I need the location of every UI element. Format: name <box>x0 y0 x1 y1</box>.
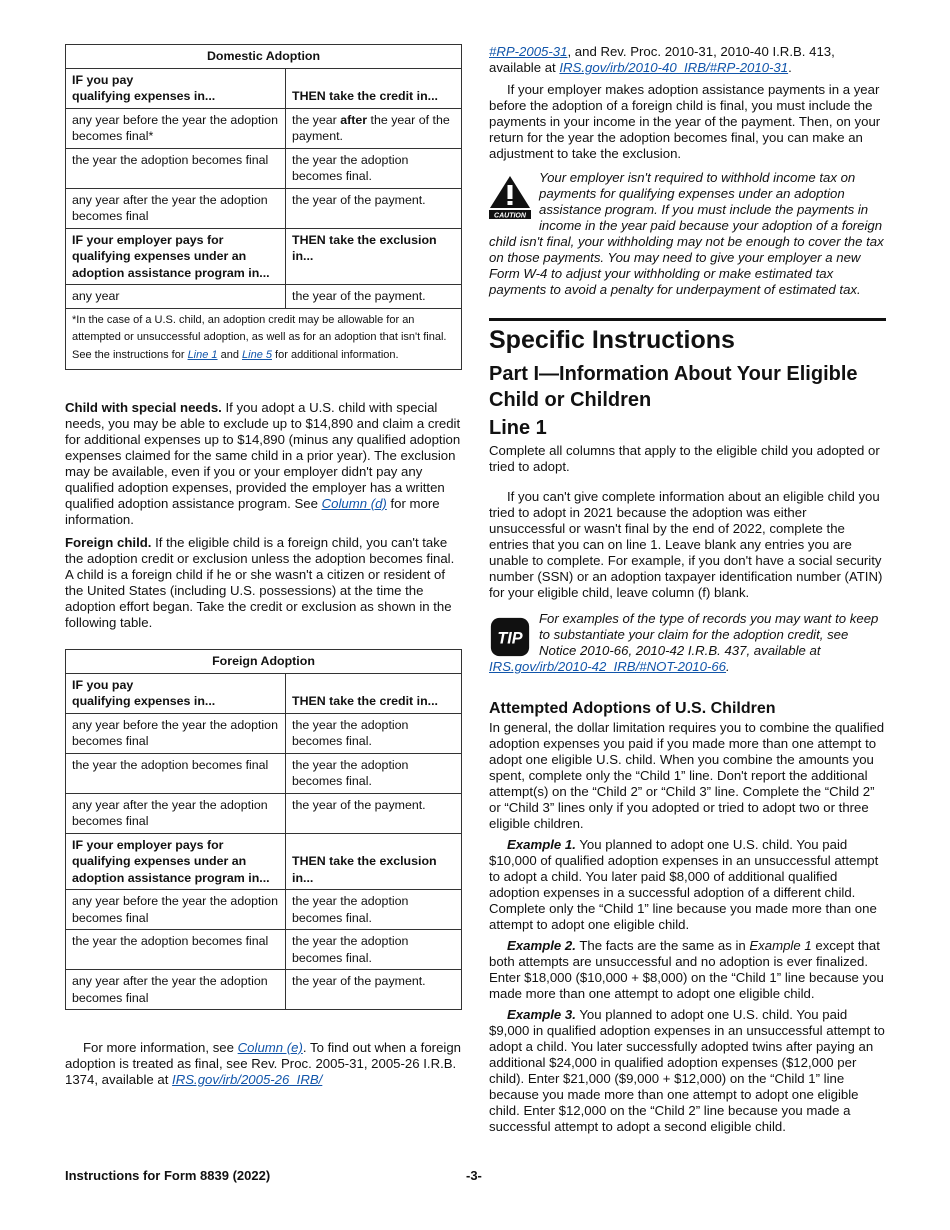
attempted-adoptions-heading: Attempted Adoptions of U.S. Children <box>489 700 776 717</box>
caution-icon <box>489 174 531 220</box>
table-row: any year before the year the adoption becomes final the year the adoption becomes final. <box>66 890 462 930</box>
more-info-paragraph: For more information, see Column (e). To find out when a foreign adoption is treated as final, see Rev. Proc. 2005-31, 2005-26 I.R.B. 1374, available at IRS.gov/irb/2005-26_IRB/ <box>65 1040 462 1087</box>
caution-note: CAUTION Your employer isn't required to withhold income tax on payments for qualifying expenses under an adoption assistance program. If you must include the payments in income in the year paid because your adoption of a foreign child isn't final, your withholding may not be enough to cover the tax on those payments. You may need to give your employer a new Form W-4 to adjust your withholding or make estimated tax payments to avoid a penalty for underpayment of estimated tax. <box>489 170 884 297</box>
tip-icon <box>489 615 531 659</box>
table-header-cell: IF your employer pays for qualifying expenses under an adoption assistance program in... <box>66 228 286 285</box>
line-5-link[interactable]: Line 5 <box>242 348 272 361</box>
tip-note: TIP For examples of the type of records you may want to keep to substantiate your claim for the adoption credit, see Notice 2010-66, 2010-42 I.R.B. 437, available at IRS.gov/irb/2010-42_IRB/#NOT-2010-66. <box>489 611 879 674</box>
example-1: Example 1. You planned to adopt one U.S. child. You paid $10,000 of qualified adoption expenses in an unsuccessful attempt to adopt a child. You later paid $8,000 of additional qualified adoption expenses in a successful adoption of a different child. Complete only the “Child 1” line because you made more than one attempt to adopt one eligible child. <box>489 837 879 932</box>
irb-2005-26-link[interactable]: IRS.gov/irb/2005-26_IRB/ <box>172 1072 323 1087</box>
foreign-adoption-table <box>65 649 462 1010</box>
table-row: the year the adoption becomes final the year the adoption becomes final. <box>66 753 462 793</box>
table-header-cell: THEN take the exclusion in... <box>286 228 462 285</box>
section-title: Specific Instructions <box>489 326 735 354</box>
part-title: Part I—Information About Your Eligible Child or Children <box>489 363 858 411</box>
svg-text:TIP: TIP <box>497 629 523 648</box>
domestic-adoption-table <box>65 44 462 370</box>
line-1-heading: Line 1 <box>489 417 547 439</box>
table-row: the year the adoption becomes final the year the adoption becomes final. <box>66 930 462 970</box>
irb-2010-40-link[interactable]: IRS.gov/irb/2010-40_IRB/#RP-2010-31 <box>559 60 789 75</box>
line-1-intro: Complete all columns that apply to the eligible child you adopted or tried to adopt. <box>489 443 880 474</box>
example-2: Example 2. The facts are the same as in Example 1 except that both attempts are unsuccessful and no adoption is ever finalized. Enter $18,000 ($10,000 + $8,000) on the “Child 1” line because you made more than one attempt to adopt one eligible child. <box>489 938 884 1001</box>
column-d-link[interactable]: Column (d) <box>321 496 387 511</box>
table-header-cell: THEN take the credit in... <box>286 673 462 713</box>
left-column <box>65 40 462 1088</box>
special-needs-paragraph: Child with special needs. If you adopt a U.S. child with special needs, you may be able to exclude up to $14,890 and claim a credit for additional expenses up to $14,890 (minus any qualified adoption expenses claimed for the same child in a prior year). The exclusion may be available, even if you or your employer didn't pay any qualified adoption expenses, provided the employer has a written qualified adoption assistance program. See Column (d) for more information. <box>65 400 461 527</box>
table-row: any year after the year the adoption becomes final the year of the payment. <box>66 970 462 1010</box>
line-1-detail: If you can't give complete information about an eligible child you tried to adopt in 2021 because the adoption was either unsuccessful or wasn't final by the end of 2022, complete the entries that you can on line 1. Leave blank any entries you are unable to complete. For example, if you don't have a social security number (SSN) or an adoption taxpayer identification number (ATIN) for your eligible child, leave column (f) blank. <box>489 489 883 600</box>
column-e-link[interactable]: Column (e) <box>237 1040 303 1055</box>
notice-2010-66-link[interactable]: IRS.gov/irb/2010-42_IRB/#NOT-2010-66 <box>489 659 727 674</box>
table-row: any year after the year the adoption becomes final the year of the payment. <box>66 188 462 228</box>
table-header-cell: IF you pay qualifying expenses in... <box>66 673 286 713</box>
table-header-cell: THEN take the credit in... <box>286 68 462 108</box>
employer-payments-paragraph: If your employer makes adoption assistance payments in a year before the adoption of a foreign child is final, you must include the payments in your income in the year of the payment. Then, on your return for the year the adoption becomes final, you can make an adjustment to take the exclusion. <box>489 82 881 161</box>
line-1-link[interactable]: Line 1 <box>187 348 218 361</box>
table-caption: Foreign Adoption <box>66 650 462 674</box>
table-row: the year the adoption becomes final the year the adoption becomes final. <box>66 148 462 188</box>
rev-proc-paragraph: #RP-2005-31, and Rev. Proc. 2010-31, 2010-40 I.R.B. 413, available at IRS.gov/irb/2010-40_IRB/#RP-2010-31. <box>489 44 835 75</box>
rp-2005-31-link[interactable]: #RP-2005-31 <box>489 44 568 59</box>
table-footnote: *In the case of a U.S. child, an adoption credit may be allowable for an attempted or unsuccessful adoption, as well as for an adoption that isn't final. See the instructions for Line 1 and Line 5 for additional information. <box>66 308 462 370</box>
table-row: any year before the year the adoption becomes final the year the adoption becomes final. <box>66 713 462 753</box>
example-3: Example 3. You planned to adopt one U.S. child. You paid $9,000 in qualified adoption expenses in an unsuccessful attempt to adopt a child. You later successfully adopted twins after paying an additional $24,000 in qualified adoption expenses ($12,000 per child). Enter $21,000 ($9,000 + $12,000) on the “Child 1” line because you made more than one attempt to adopt one eligible child. Enter $12,000 on the “Child 2” line because you made a successful attempt to adopt a second eligible child. <box>489 1007 885 1134</box>
svg-text:CAUTION: CAUTION <box>494 212 526 220</box>
specific-instructions-section <box>489 318 886 601</box>
table-row: any year the year of the payment. <box>66 285 462 309</box>
table-caption: Domestic Adoption <box>66 45 462 69</box>
footer-form-title: Instructions for Form 8839 (2022) <box>65 1168 271 1183</box>
table-header-cell: IF your employer pays for qualifying expenses under an adoption assistance program in... <box>66 833 286 890</box>
foreign-child-paragraph: Foreign child. If the eligible child is a foreign child, you can't take the adoption credit or exclusion unless the adoption becomes final. A child is a foreign child if he or she wasn't a citizen or resident of the United States (including U.S. possessions) at the time the adoption effort began. Take the credit or exclusion as shown in the following table. <box>65 535 455 630</box>
attempted-intro: In general, the dollar limitation requires you to combine the qualified adoption expenses you paid if you made more than one attempt to adopt one eligible U.S. child. When you combine the amounts you spent, complete only the “Child 1” line. Don't report the additional attempt(s) on the “Child 2” or “Child 3” line. Complete the “Child 2” or “Child 3” lines only if you adopted or tried to adopt two or three eligible children. <box>489 720 885 831</box>
table-header-cell: IF you pay qualifying expenses in... <box>66 68 286 108</box>
table-header-cell: THEN take the exclusion in... <box>286 833 462 890</box>
right-column <box>489 44 886 1135</box>
table-row: any year after the year the adoption becomes final the year of the payment. <box>66 793 462 833</box>
table-row: any year before the year the adoption becomes final* the year after the year of the payment. <box>66 108 462 148</box>
page-number: -3- <box>466 1168 482 1183</box>
